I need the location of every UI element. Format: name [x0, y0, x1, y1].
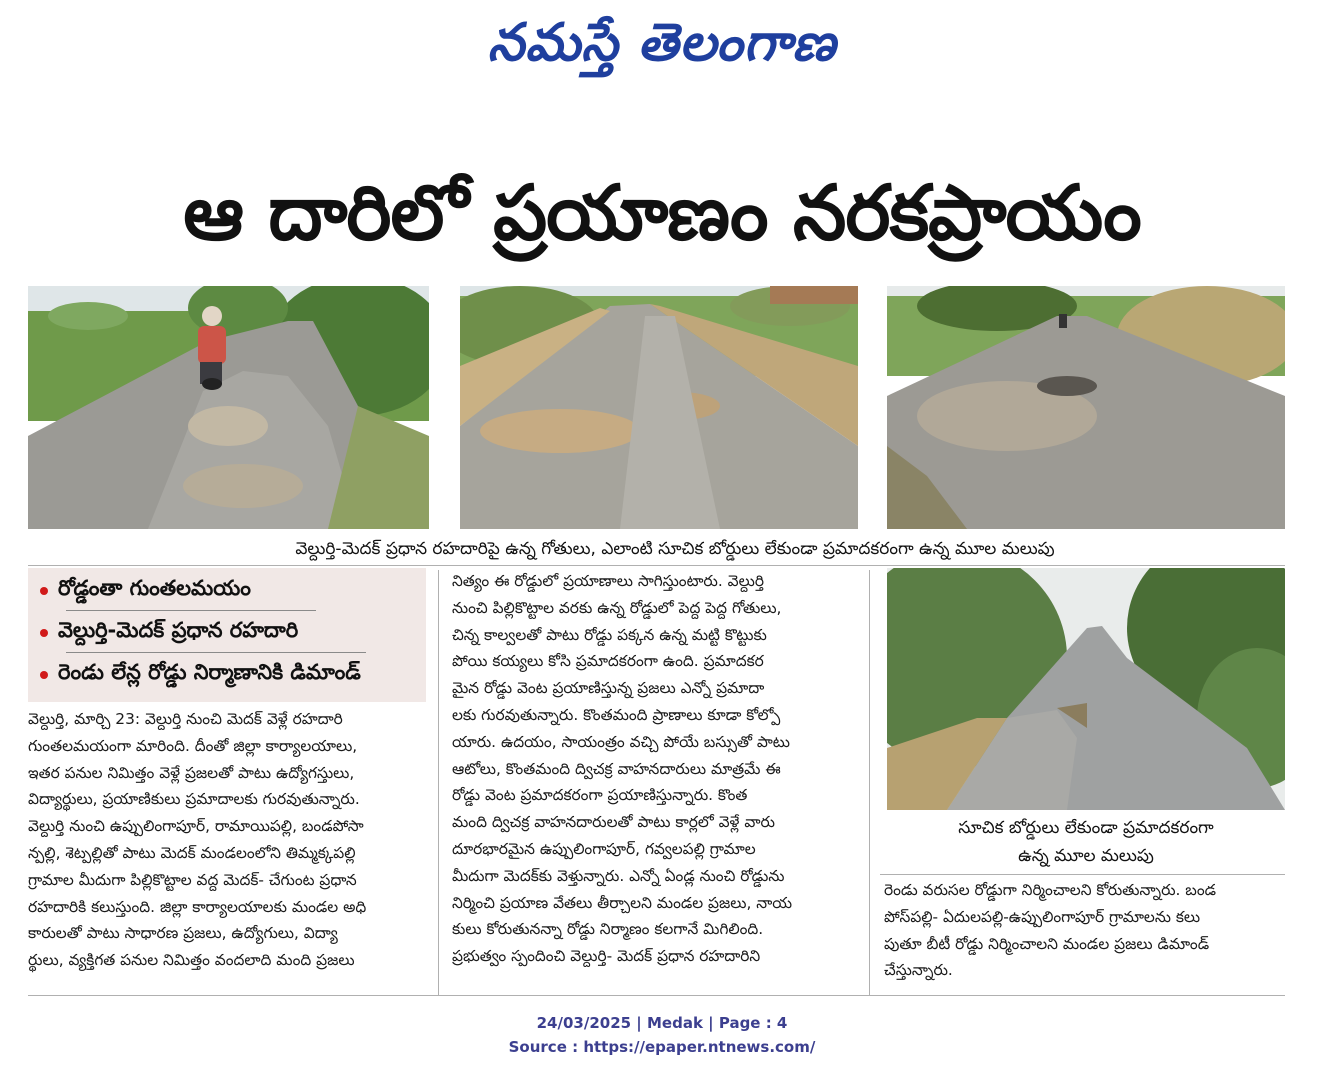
article-column-3: రెండు వరుసల రోడ్డుగా నిర్మించాలని కోరుతున్నారు. బండ పోస్‌పల్లి- ఏదులపల్లి-ఉప్పులింగాపూర్ గ్రామాలను కలు పుతూ బీటీ రోడ్డు నిర్మించాలని మండల ప్రజలు డిమాండ్ చేస్తున్నారు.: [884, 881, 1217, 980]
road-photo-corner: [887, 286, 1285, 529]
newspaper-masthead-logo: నమస్తే తెలంగాణ: [487, 13, 837, 73]
side-photo-caption-line-1: సూచిక బోర్డులు లేకుండా ప్రమాదకరంగా: [958, 818, 1214, 838]
photo-caption: వెల్దుర్తి-మెదక్ ప్రధాన రహదారిపై ఉన్న గోతులు, ఎలాంటి సూచిక బోర్డులు లేకుండా ప్రమాదకరంగా ఉన్న మూల మలుపు: [295, 539, 1055, 559]
article-headline: ఆ దారిలో ప్రయాణం నరకప్రాయం: [183, 168, 1141, 257]
footer-source-link[interactable]: Source : https://epaper.ntnews.com/: [508, 1038, 816, 1056]
highlight-item: [40, 660, 361, 690]
road-photo-potholes: [460, 286, 858, 529]
side-caption-rule: [880, 874, 1285, 875]
bottom-rule: [28, 995, 1285, 996]
bullet-icon: [40, 671, 48, 679]
article-column-2: నిత్యం ఈ రోడ్డులో ప్రయాణాలు సాగిస్తుంటారు. వెల్దుర్తి నుంచి పిల్లికొట్టాల వరకు ఉన్న రోడ్డులో పెద్ద పెద్ద గోతులు, చిన్న కాల్వలతో పాటు రోడ్డు పక్కన ఉన్న మట్టి కొట్టుకు పోయి కయ్యలు కోసి ప్రమాదకరంగా ఉంది. ప్రమాదకర మైన రోడ్డు వెంట ప్రయాణిస్తున్న ప్రజలు ఎన్నో ప్రమాదా లకు గురవుతున్నారు. కొంతమంది ప్రాణాలు కూడా కోల్పో యారు. ఉదయం, సాయంత్రం వచ్చి పోయే బస్సుతో పాటు ఆటోలు, కొంతమంది ద్విచక్ర వాహనదారులు మాత్రమే ఈ రోడ్డు వెంట ప్రమాదకరంగా ప్రయాణిస్తున్నారు. కొంత మంది ద్విచక్ర వాహనదారులతో పాటు కార్లలో వెళ్లే వారు దూరభారమైన ఉప్పులింగాపూర్, గవ్వలపల్లి గ్రామాల మీదుగా మెదక్‌కు వెళ్తున్నారు. ఎన్నో ఏండ్ల నుంచి రోడ్డును నిర్మించి ప్రయాణ వేతలు తీర్చాలని మండల ప్రజలు, నాయ కులు కోరుతునన్నా రోడ్డు నిర్మాణం కలగానే మిగిలింది. ప్రభుత్వం స్పందించి వెల్దుర్తి- మెదక్ ప్రధాన రహదారిని: [452, 572, 793, 966]
bullet-icon: [40, 629, 48, 637]
caption-rule: [28, 565, 1285, 566]
bullet-icon: [40, 587, 48, 595]
footer-date-edition: 24/03/2025 | Medak | Page : 4: [536, 1014, 788, 1032]
highlight-divider: [66, 610, 316, 611]
highlight-text: రెండు లేన్ల రోడ్డు నిర్మాణానికి డిమాండ్: [58, 660, 361, 684]
highlights-box: [28, 568, 426, 702]
side-photo-caption-line-2: ఉన్న మూల మలుపు: [1018, 846, 1154, 866]
article-column-1: వెల్దుర్తి, మార్చి 23: వెల్దుర్తి నుంచి మెదక్ వెళ్లే రహదారి గుంతలమయంగా మారింది. దీంతో జిల్లా కార్యాలయాలు, ఇతర పనుల నిమిత్తం వెళ్లే ప్రజలతో పాటు ఉద్యోగస్తులు, విద్యార్థులు, ప్రయాణికులు ప్రమాదాలకు గురవుతున్నారు. వెల్దుర్తి నుంచి ఉప్పులింగాపూర్, రామాయిపల్లి, బండపోసా న్పల్లి, శెట్పల్లితో పాటు మెదక్ మండలంలోని తిమ్మక్కపల్లి గ్రామాల మీదుగా పిల్లికొట్టాల వద్ద మెదక్- చేగుంట ప్రధాన రహదారికి కలుస్తుంది. జిల్లా కార్యాలయాలకు మండల అధి కారులతో పాటు సాధారణ ప్రజలు, ఉద్యోగులు, విద్యా ర్థులు, వ్యక్తిగత పనుల నిమిత్తం వందలాది మంది ప్రజలు: [28, 710, 367, 970]
road-photo-motorbike: [28, 286, 429, 529]
highlight-text: వెల్దుర్తి-మెదక్ ప్రధాన రహదారి: [58, 618, 299, 642]
highlight-item: [40, 618, 298, 648]
highlight-divider: [66, 652, 366, 653]
road-photo-curve: [887, 568, 1285, 810]
highlight-item: [40, 576, 251, 606]
highlight-text: రోడ్డంతా గుంతలమయం: [58, 576, 251, 600]
column-divider: [438, 570, 439, 995]
column-divider: [869, 570, 870, 995]
